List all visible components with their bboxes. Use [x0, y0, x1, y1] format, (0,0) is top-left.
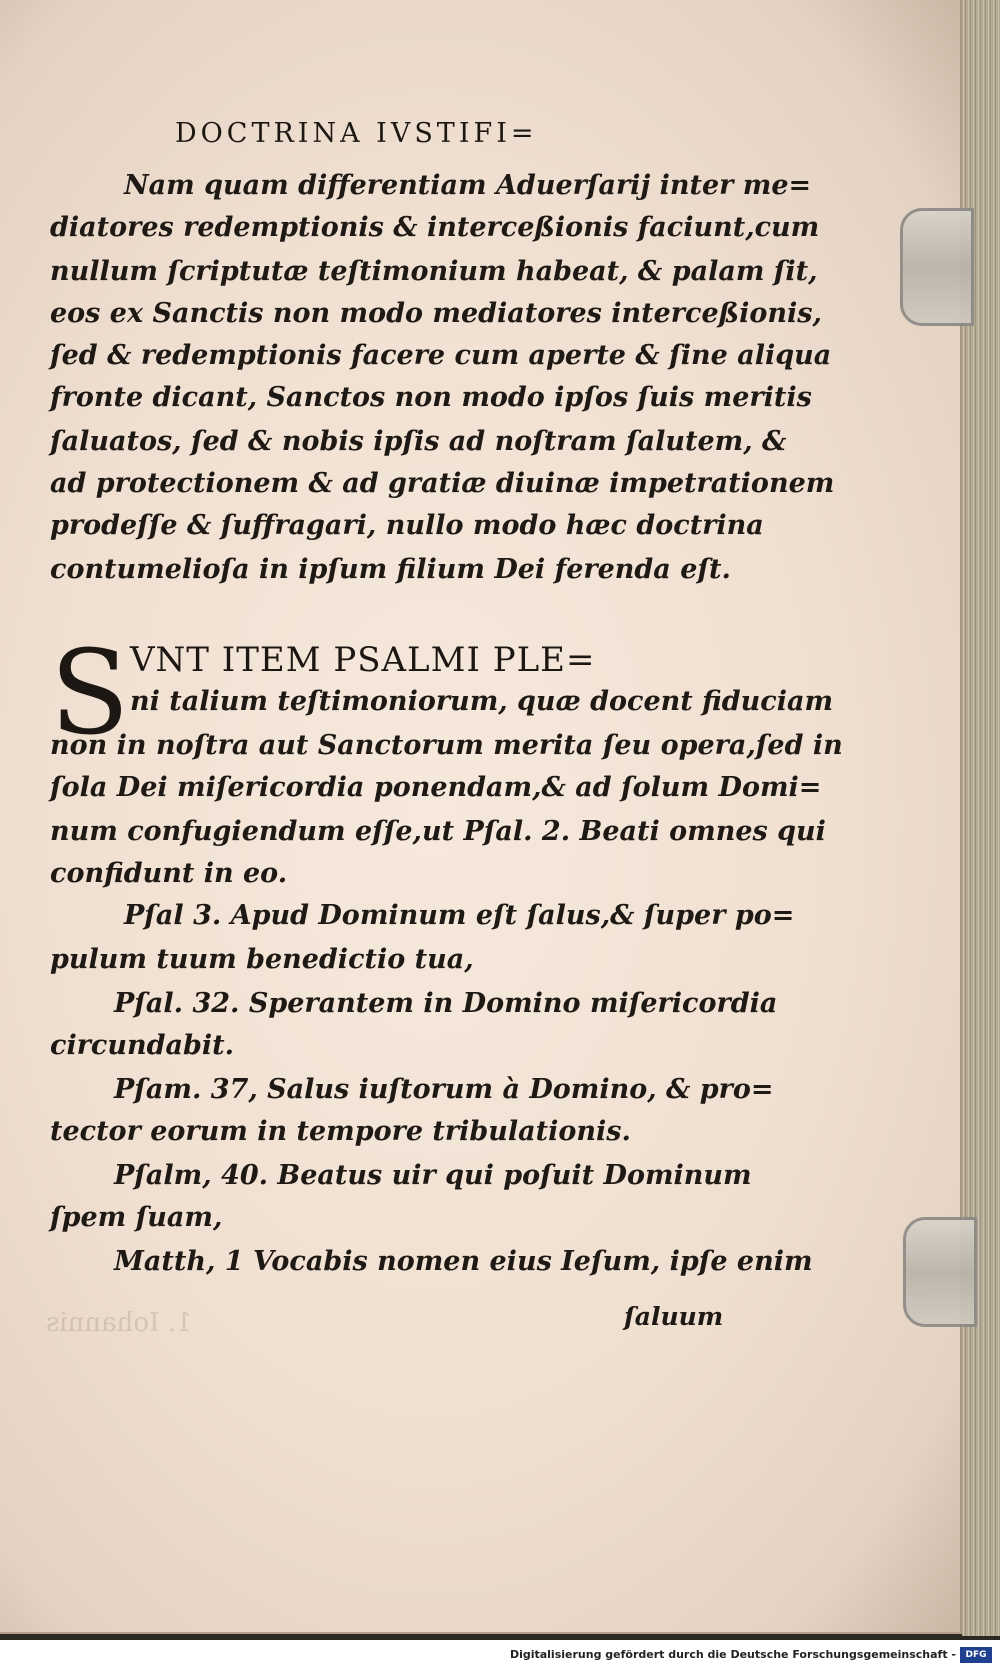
text-line: ſpem ſuam, — [50, 1202, 223, 1233]
text-line: ſaluatos, ſed & nobis ipſis ad noſtram ſalutem, & — [50, 426, 787, 457]
text-line: ni talium teſtimoniorum, quæ docent fiduciam — [130, 686, 834, 717]
text-line: pulum tuum benedictio tua, — [50, 944, 474, 975]
drop-cap: S — [50, 626, 130, 761]
text-line: ad protectionem & ad gratiæ diuinæ impetrationem — [50, 468, 835, 499]
text-line: prodeſſe & ſuffragari, nullo modo hæc doctrina — [50, 510, 764, 541]
dfg-logo: DFG — [960, 1647, 992, 1663]
text-line: nullum ſcriptutæ teſtimonium habeat, & palam ſit, — [50, 256, 818, 287]
text-line: ſed & redemptionis facere cum aperte & ſine aliqua — [50, 340, 832, 371]
text-line: tector eorum in tempore tribulationis. — [50, 1116, 631, 1147]
text-line: num confugiendum eſſe,ut Pſal. 2. Beati omnes qui — [50, 816, 826, 847]
text-line: circundabit. — [50, 1030, 235, 1061]
section-heading-caps: VNT ITEM PSALMI PLE= — [130, 640, 596, 680]
text-line: fronte dicant, Sanctos non modo ipſos ſuis meritis — [50, 382, 812, 413]
text-line: ſola Dei miſericordia ponendam,& ad ſolum Domi= — [50, 772, 822, 803]
text-line: diatores redemptionis & interceßionis faciunt,cum — [50, 212, 820, 243]
text-line: confidunt in eo. — [50, 858, 288, 889]
text-line: Matth, 1 Vocabis nomen eius Ieſum, ipſe enim — [114, 1246, 813, 1277]
text-line: Pſam. 37, Salus iuſtorum à Domino, & pro= — [114, 1074, 774, 1105]
funding-credit: Digitalisierung gefördert durch die Deutsche Forschungsgemeinschaft - — [509, 1648, 956, 1661]
page-clip-bottom — [903, 1217, 977, 1327]
text-line: eos ex Sanctis non modo mediatores interceßionis, — [50, 298, 822, 329]
text-line: contumelioſa in ipſum filium Dei ferenda eſt. — [50, 554, 731, 585]
text-line: Nam quam differentiam Aduerſarij inter me= — [124, 170, 812, 201]
text-line: Pſalm, 40. Beatus uir qui poſuit Dominum — [114, 1160, 752, 1191]
text-line: non in noſtra aut Sanctorum merita ſeu opera,ſed in — [50, 730, 843, 761]
text-line: Pſal. 32. Sperantem in Domino miſericordia — [114, 988, 778, 1019]
running-head: DOCTRINA IVSTIFI= — [175, 118, 538, 149]
show-through-text: 1. Iohannis — [46, 1308, 193, 1338]
catchword: ſaluum — [624, 1302, 724, 1331]
page-clip-top — [900, 208, 974, 326]
text-line: Pſal 3. Apud Dominum eſt ſalus,& ſuper po= — [124, 900, 795, 931]
footer-bar — [0, 1640, 1000, 1671]
